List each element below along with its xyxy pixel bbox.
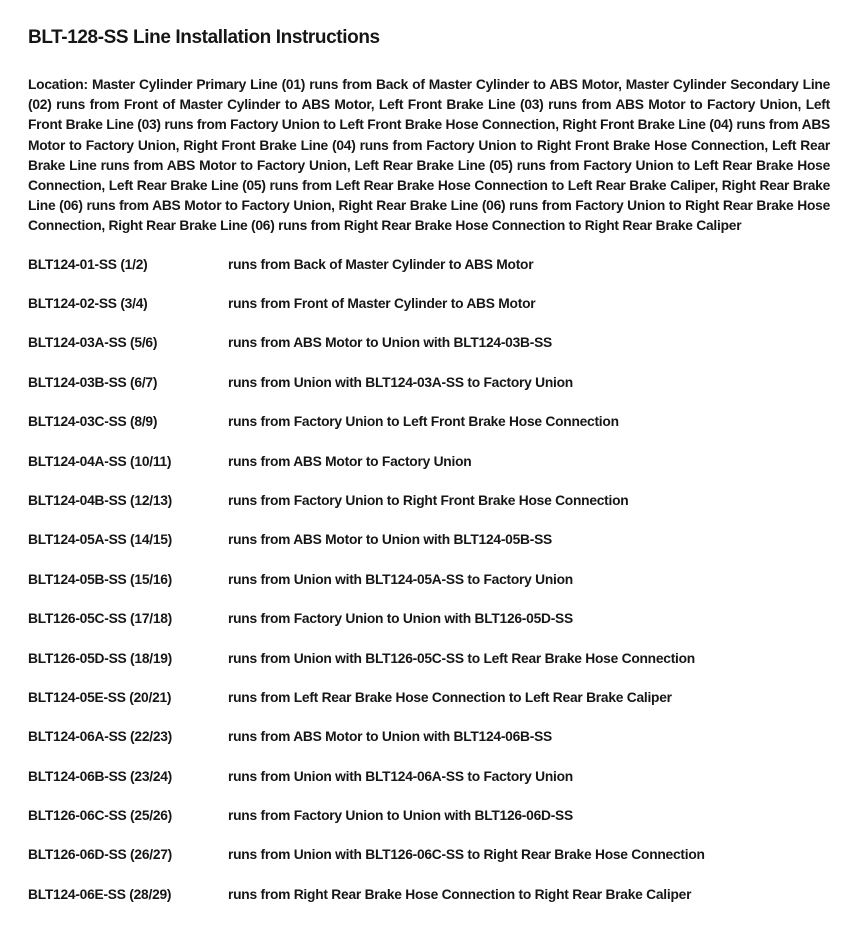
page-title: BLT-128-SS Line Installation Instructions (28, 27, 380, 48)
part-row (28, 492, 832, 510)
part-description: runs from Union with BLT124-06A-SS to Factory Union (228, 768, 573, 784)
part-row (28, 689, 832, 707)
part-description: runs from Factory Union to Union with BLT126-05D-SS (228, 611, 573, 627)
part-code: BLT124-05A-SS (14/15) (28, 532, 173, 548)
part-row (28, 453, 832, 471)
part-code: BLT124-06A-SS (22/23) (28, 729, 173, 745)
part-row (28, 531, 832, 549)
part-code: BLT126-05D-SS (18/19) (28, 650, 173, 666)
part-description: runs from ABS Motor to Union with BLT124-06B-SS (228, 729, 552, 745)
part-row (28, 334, 832, 352)
part-row (28, 413, 832, 431)
part-row (28, 728, 832, 746)
part-code: BLT124-06B-SS (23/24) (28, 768, 173, 784)
part-description: runs from Right Rear Brake Hose Connection to Right Rear Brake Caliper (228, 886, 692, 902)
location-paragraph: Location: Master Cylinder Primary Line (01) runs from Back of Master Cylinder to ABS Motor, Master Cylinder Secondary Line (02) runs from Front of Master Cylinder to ABS Motor, Left Front Brake Line (03) runs from ABS Motor to Factory Union, Left Front Brake Line (03) runs from Factory Union to Left Front Brake Hose Connection, Right Front Brake Line (04) runs from ABS Motor to Factory Union, Right Front Brake Line (04) runs from Factory Union to Right Front Brake Hose Connection, Left Rear Brake Line runs from ABS Motor to Factory Union, Left Rear Brake Line (05) runs from Factory Union to Left Rear Brake Hose Connection, Left Rear Brake Line (05) runs from Left Rear Brake Hose Connection to Left Rear Brake Caliper, Right Rear Brake Line (06) runs from ABS Motor to Factory Union, Right Rear Brake Line (06) runs from Factory Union to Right Rear Brake Hose Connection, Right Rear Brake Line (06) runs from Right Rear Brake Hose Connection to Right Rear Brake Caliper (28, 77, 830, 234)
part-row (28, 571, 832, 589)
part-row (28, 886, 832, 904)
part-description: runs from Front of Master Cylinder to ABS Motor (228, 296, 536, 312)
part-code: BLT124-01-SS (1/2) (28, 256, 148, 272)
part-description: runs from Factory Union to Right Front Brake Hose Connection (228, 492, 629, 508)
part-row (28, 846, 832, 864)
part-code: BLT124-06E-SS (28/29) (28, 886, 172, 902)
part-row (28, 650, 832, 668)
parts-list (28, 256, 832, 904)
part-description: runs from ABS Motor to Union with BLT124-03B-SS (228, 335, 552, 351)
part-row (28, 374, 832, 392)
part-description: runs from Factory Union to Union with BLT126-06D-SS (228, 808, 573, 824)
part-description: runs from ABS Motor to Factory Union (228, 453, 472, 469)
part-row (28, 768, 832, 786)
part-code: BLT126-06C-SS (25/26) (28, 808, 173, 824)
part-description: runs from Union with BLT124-05A-SS to Factory Union (228, 571, 573, 587)
part-row (28, 295, 832, 313)
part-description: runs from Union with BLT124-03A-SS to Factory Union (228, 374, 573, 390)
part-description: runs from Back of Master Cylinder to ABS Motor (228, 256, 534, 272)
part-row (28, 256, 832, 274)
part-code: BLT124-04A-SS (10/11) (28, 453, 172, 469)
part-code: BLT124-05B-SS (15/16) (28, 571, 173, 587)
part-code: BLT126-06D-SS (26/27) (28, 847, 173, 863)
part-code: BLT124-03A-SS (5/6) (28, 335, 158, 351)
part-row (28, 807, 832, 825)
part-code: BLT124-03C-SS (8/9) (28, 414, 158, 430)
part-code: BLT124-04B-SS (12/13) (28, 492, 173, 508)
part-code: BLT126-05C-SS (17/18) (28, 611, 173, 627)
part-description: runs from Factory Union to Left Front Brake Hose Connection (228, 414, 619, 430)
part-code: BLT124-05E-SS (20/21) (28, 689, 172, 705)
part-row (28, 610, 832, 628)
part-description: runs from Union with BLT126-05C-SS to Left Rear Brake Hose Connection (228, 650, 695, 666)
part-description: runs from ABS Motor to Union with BLT124-05B-SS (228, 532, 552, 548)
part-code: BLT124-02-SS (3/4) (28, 296, 148, 312)
part-code: BLT124-03B-SS (6/7) (28, 374, 158, 390)
part-description: runs from Union with BLT126-06C-SS to Right Rear Brake Hose Connection (228, 847, 705, 863)
part-description: runs from Left Rear Brake Hose Connection to Left Rear Brake Caliper (228, 689, 672, 705)
